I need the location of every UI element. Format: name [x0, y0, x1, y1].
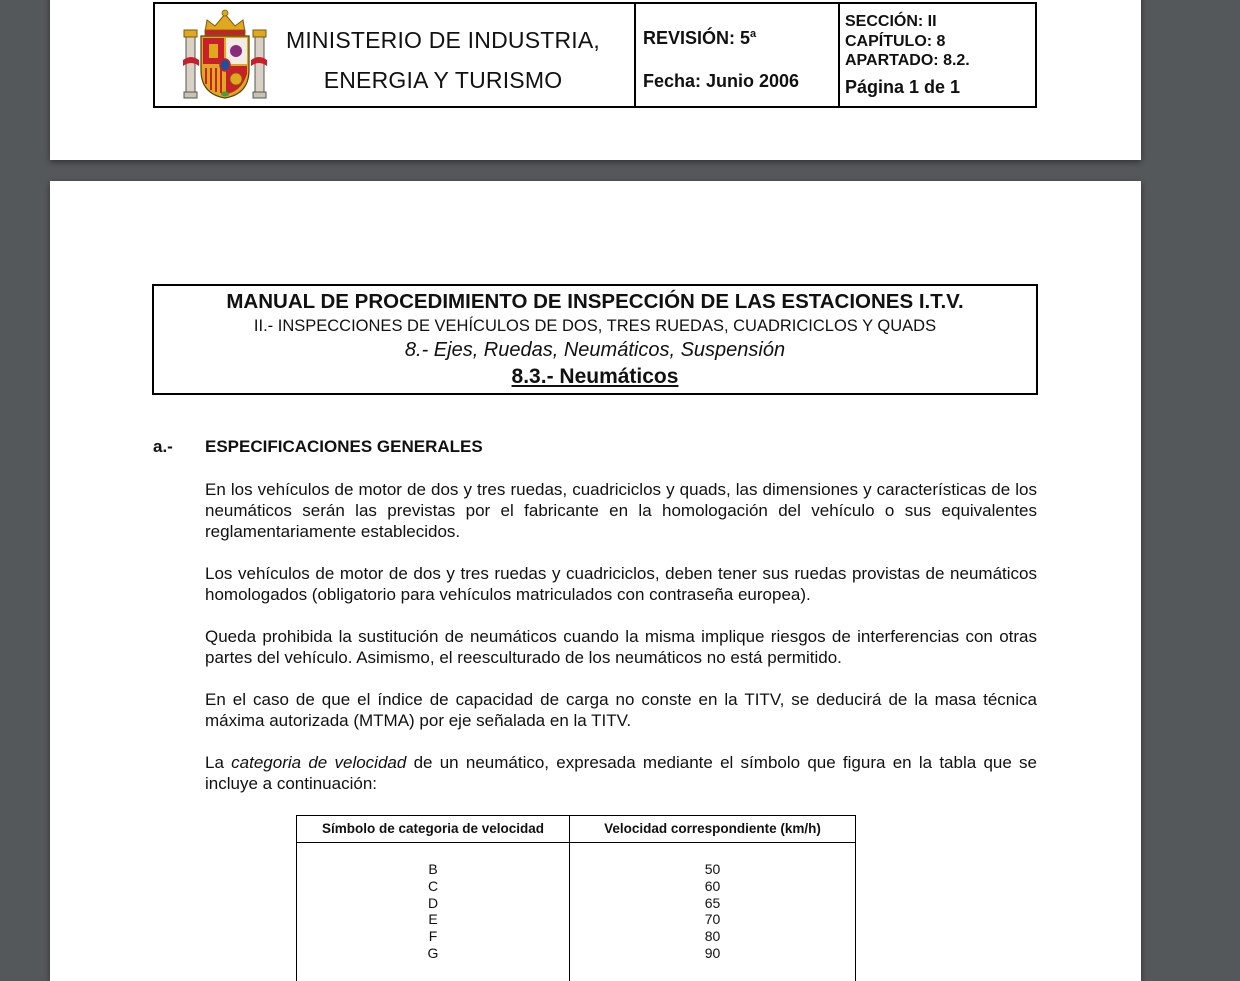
symbol-column [297, 843, 570, 981]
table-cell-symbol: G [427, 944, 439, 961]
revision-superscript: a [750, 28, 757, 40]
manual-subtitle: II.- INSPECCIONES DE VEHÍCULOS DE DOS, TRES RUEDAS, CUADRICICLOS Y QUADS [253, 317, 937, 335]
table-cell-symbol: F [428, 928, 438, 945]
table-cell-speed: 90 [704, 944, 721, 961]
manual-title-box [152, 284, 1038, 395]
pdf-page-2 [50, 181, 1141, 981]
header-section-cell [840, 4, 1035, 106]
apartado-label: APARTADO: 8.2. [845, 52, 970, 69]
section-label: SECCIÓN: II [845, 13, 937, 30]
table-cell-speed: 60 [704, 877, 721, 894]
subsection-title: ESPECIFICACIONES GENERALES [205, 437, 483, 456]
table-cell-speed: 50 [704, 861, 721, 877]
spain-coat-of-arms-icon [183, 8, 267, 100]
table-header-row [297, 816, 855, 843]
paragraph-5-emphasis: categoria de velocidad [231, 753, 407, 772]
pdf-page-1 [50, 0, 1141, 160]
manual-title: MANUAL DE PROCEDIMIENTO DE INSPECCIÓN DE LAS ESTACIONES I.T.V. [226, 290, 964, 313]
paragraph-4: En el caso de que el índice de capacidad de carga no conste en la TITV, se deducirá de la masa técnica máxima autorizada (MTMA) por eje señalada en la TITV. [205, 690, 1037, 730]
table-cell-symbol: E [428, 911, 438, 928]
paragraph-1: En los vehículos de motor de dos y tres ruedas, cuadriciclos y quads, las dimensiones y características de los neumáticos serán las previstas por el fabricante en la homologación del vehículo o sus equivalentes reglamentariamente establecidos. [205, 480, 1037, 541]
chapter-title: 8.- Ejes, Ruedas, Neumáticos, Suspensión [404, 339, 786, 361]
ministry-name [283, 20, 603, 100]
table-header-symbol: Símbolo de categoria de velocidad [297, 816, 570, 842]
table-cell-speed: 65 [704, 894, 721, 911]
ministry-line-1: MINISTERIO DE INDUSTRIA, [285, 27, 601, 53]
revision-label [643, 28, 756, 49]
revision-text: REVISIÓN: 5 [643, 28, 751, 48]
table-header-speed: Velocidad correspondiente (km/h) [604, 821, 821, 836]
ministry-line-2: ENERGIA Y TURISMO [323, 67, 563, 93]
paragraph-2: Los vehículos de motor de dos y tres ruedas y cuadriciclos, deben tener sus ruedas provistas de neumáticos homologados (obligatorio para vehículos matriculados con contraseña europea). [205, 564, 1037, 604]
paragraph-5 [205, 752, 1037, 794]
paragraph-3: Queda prohibida la sustitución de neumáticos cuando la misma implique riesgos de interferencias con otras partes del vehículo. Asimismo, el reesculturado de los neumáticos no está permitido. [205, 627, 1037, 667]
speed-category-table [296, 815, 856, 981]
table-cell-speed: 80 [704, 928, 721, 945]
revision-date: Fecha: Junio 2006 [643, 71, 800, 91]
table-body [297, 843, 855, 981]
paragraph-5-start: La [205, 753, 232, 772]
document-header-table [153, 2, 1037, 108]
table-cell-symbol: B [428, 861, 438, 877]
chapter-label: CAPÍTULO: 8 [845, 33, 946, 50]
section-heading: 8.3.- Neumáticos [511, 365, 679, 388]
table-cell-symbol: D [427, 894, 439, 911]
header-revision-cell [636, 4, 840, 106]
table-cell-speed: 70 [704, 911, 721, 928]
page-number: Página 1 de 1 [845, 77, 961, 97]
paragraph-5-end: de un neumático, expresada mediante el símbolo que figura en la tabla que se incluye a continuación: [205, 753, 1038, 793]
header-logo-cell [155, 4, 636, 106]
table-cell-symbol: C [427, 877, 439, 894]
subsection-number: a.- [153, 437, 173, 456]
speed-column [570, 843, 855, 981]
